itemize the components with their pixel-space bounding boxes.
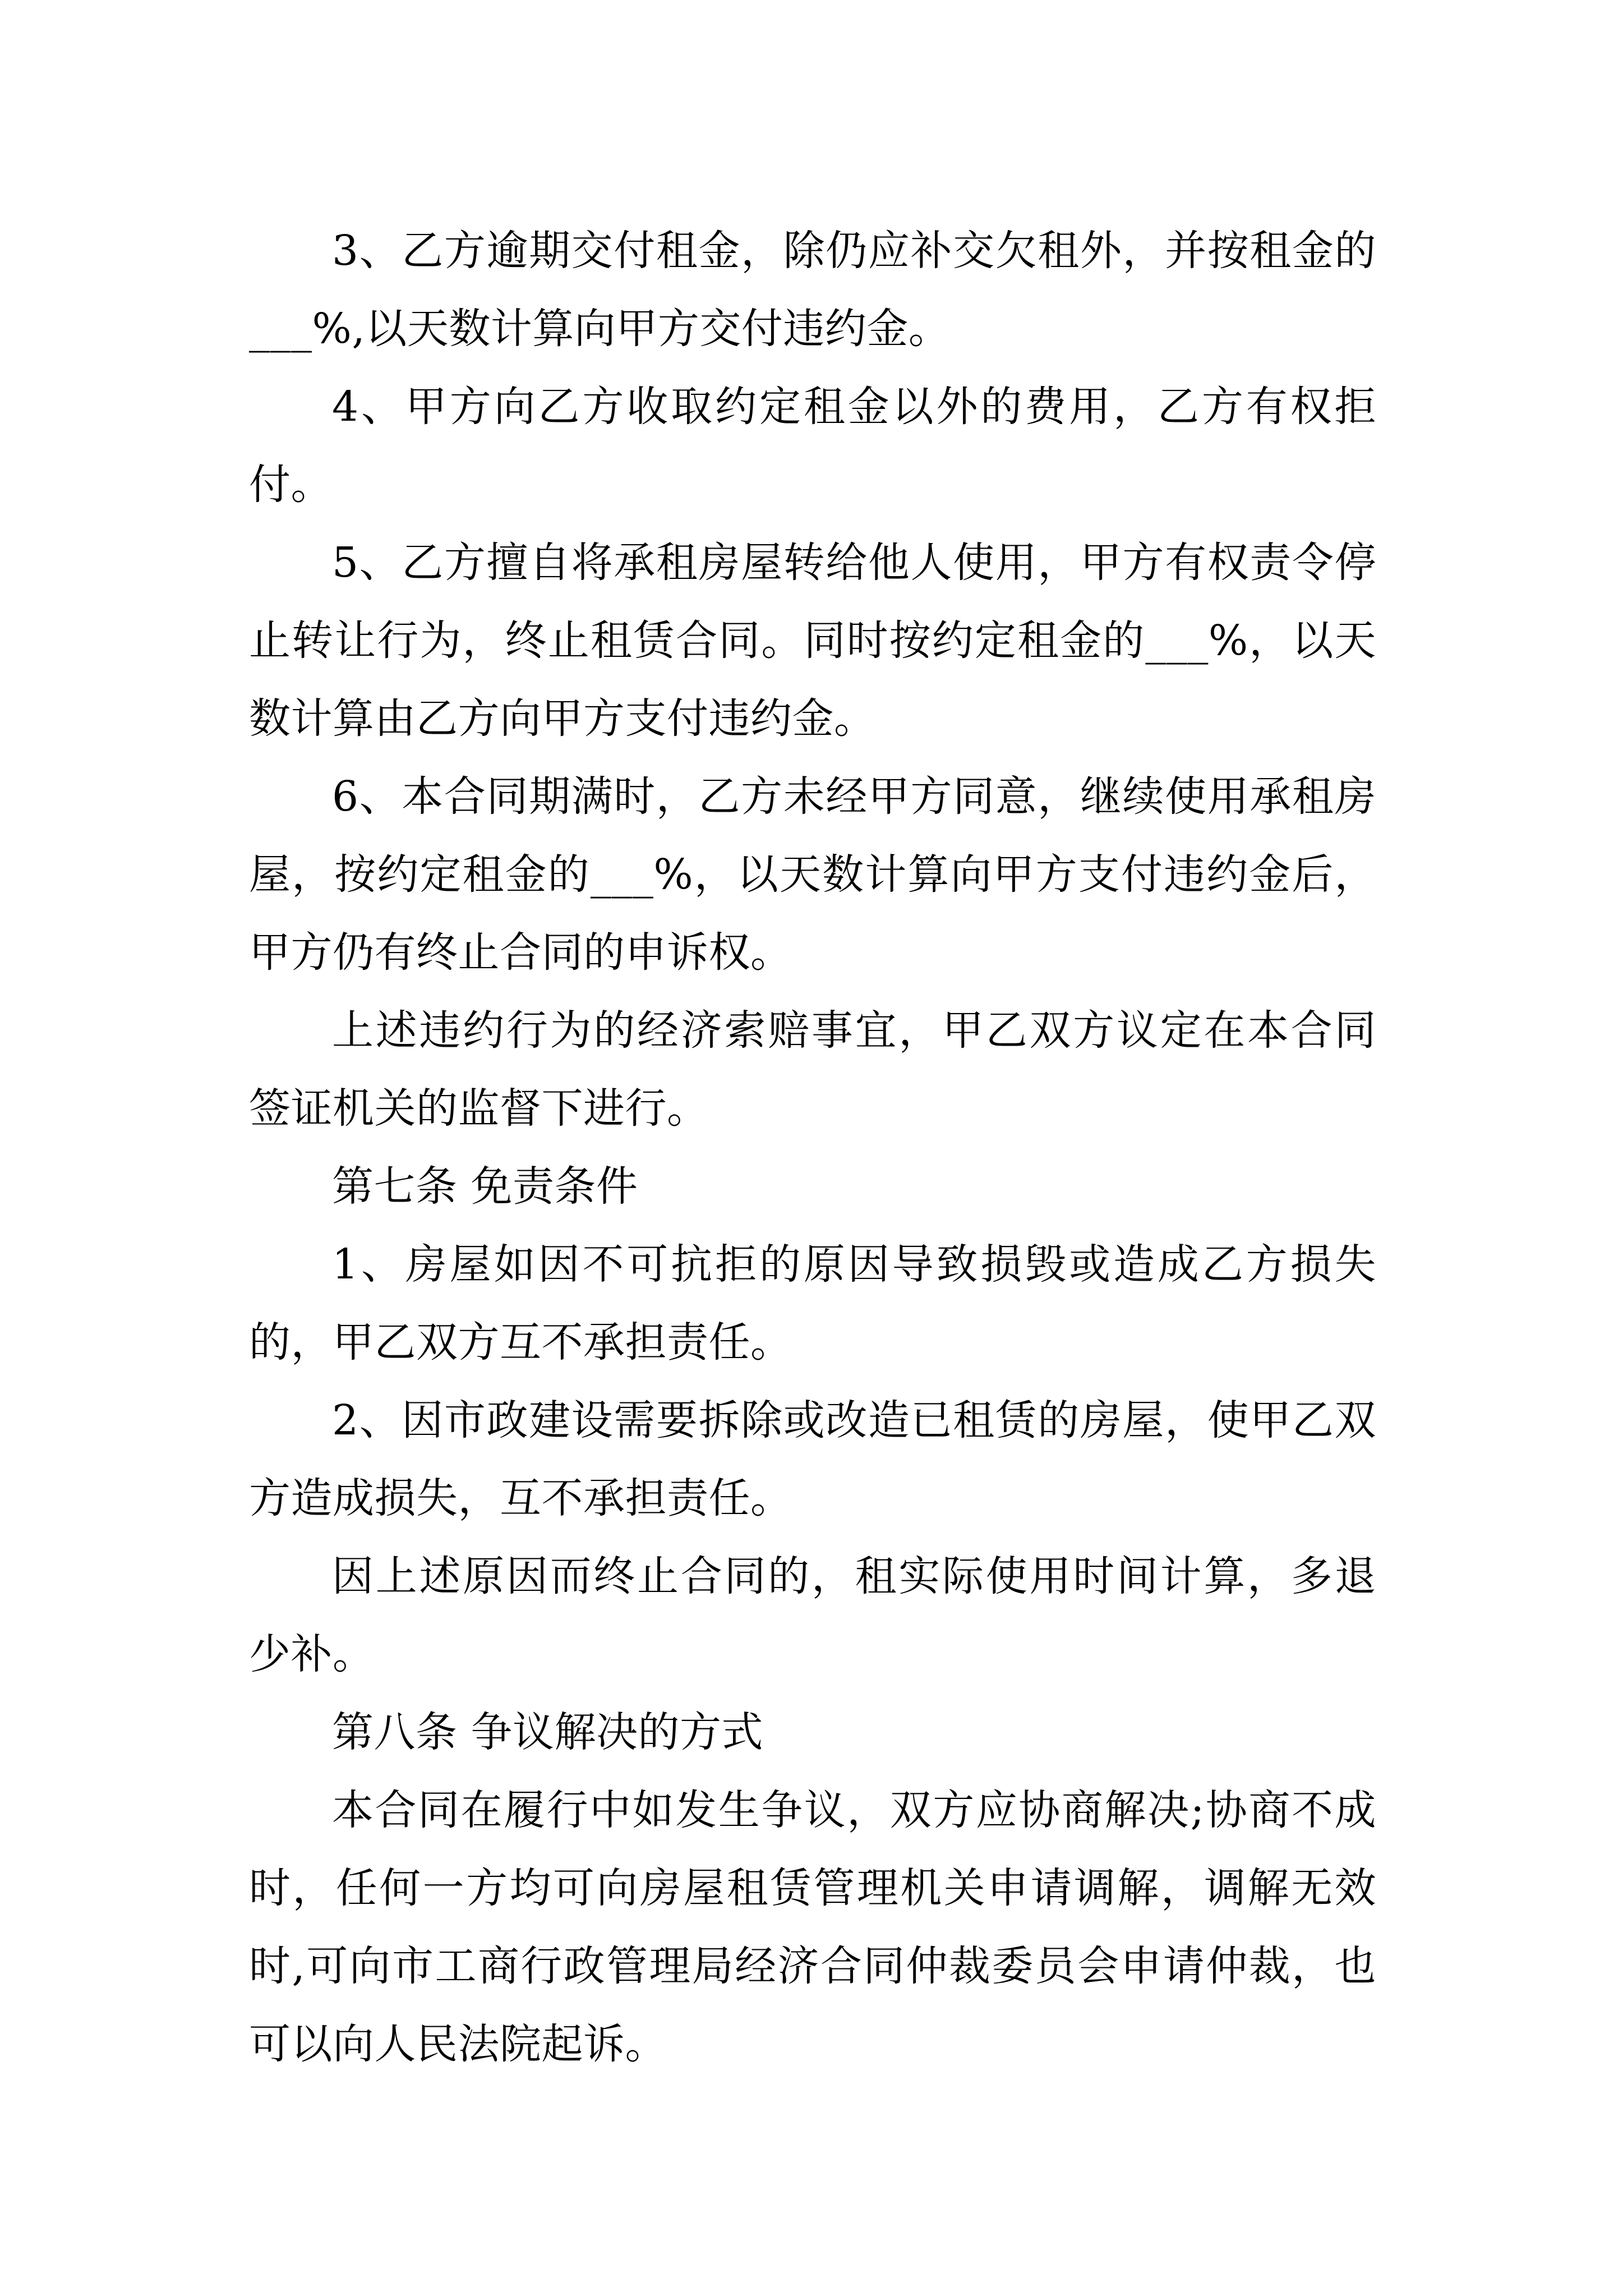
clause-3-late-rent: 3、乙方逾期交付租金，除仍应补交欠租外，并按租金的___%,以天数计算向甲方交付违约金。	[249, 227, 1376, 353]
article-8-heading: 第八条 争议解决的方式	[332, 1708, 764, 1756]
dispute-resolution-paragraph: 本合同在履行中如发生争议，双方应协商解决;协商不成时，任何一方均可向房屋租赁管理机关申请调解，调解无效时,可向市工商行政管理局经济合同仲裁委员会申请仲裁，也可以向人民法院起诉。	[249, 1786, 1376, 2068]
breach-claims-paragraph: 上述违约行为的经济索赔事宜，甲乙双方议定在本合同签证机关的监督下进行。	[249, 1006, 1376, 1133]
termination-settlement-paragraph: 因上述原因而终止合同的，租实际使用时间计算，多退少补。	[249, 1552, 1376, 1678]
exemption-clause-2: 2、因市政建设需要拆除或改造已租赁的房屋，使甲乙双方造成损失，互不承担责任。	[249, 1396, 1376, 1522]
clause-6-overstay: 6、本合同期满时，乙方未经甲方同意，继续使用承租房屋，按约定租金的___%，以天数计算向甲方支付违约金后，甲方仍有终止合同的申诉权。	[249, 772, 1376, 977]
exemption-clause-1: 1、房屋如因不可抗拒的原因导致损毁或造成乙方损失的，甲乙双方互不承担责任。	[249, 1240, 1376, 1366]
clause-5-sublet: 5、乙方擅自将承租房屋转给他人使用，甲方有权责令停止转让行为，终止租赁合同。同时按约定租金的___%，以天数计算由乙方向甲方支付违约金。	[249, 539, 1376, 743]
clause-4-extra-fees: 4、甲方向乙方收取约定租金以外的费用，乙方有权拒付。	[249, 383, 1376, 509]
document-body	[249, 212, 1376, 2083]
article-7-heading: 第七条 免责条件	[332, 1162, 638, 1211]
